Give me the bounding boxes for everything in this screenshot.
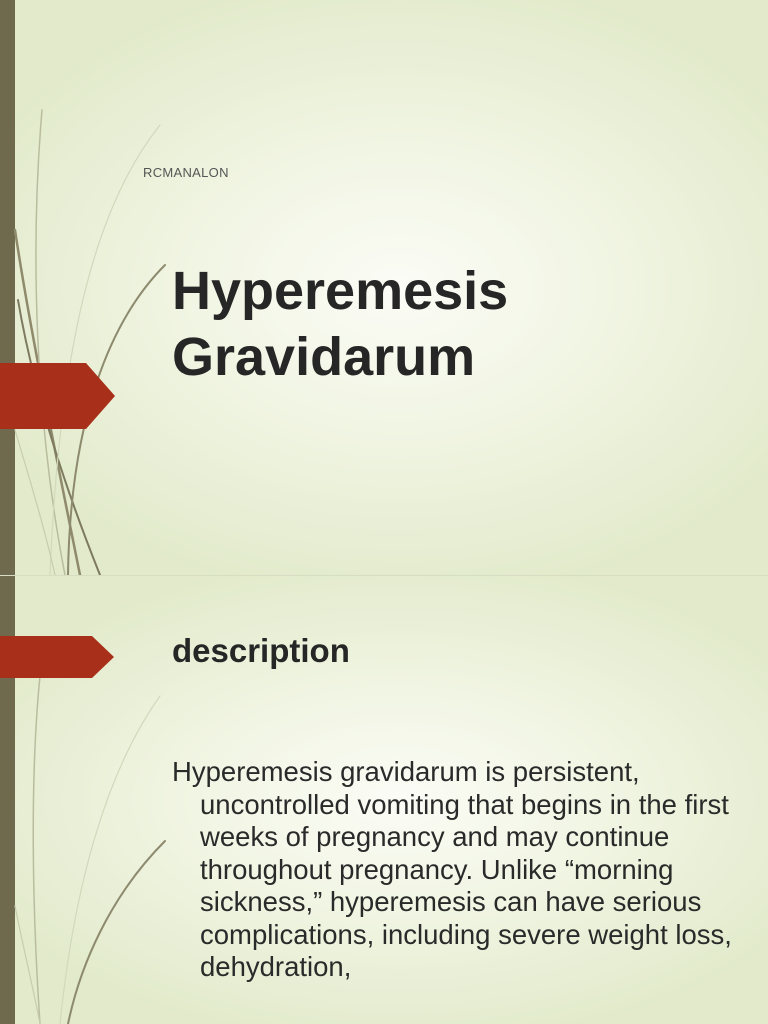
slide-title: [172, 258, 732, 390]
arrow-marker: [0, 363, 116, 429]
title-line-2: Gravidarum: [172, 327, 476, 387]
body-text: Hyperemesis gravidarum is persistent, uncontrolled vomiting that begins in the first weeks of pregnancy and may continue throughout pregnancy. Unlike “morning sickness,” hyperemesis can have serious complications, including severe weight loss, dehydration,: [172, 756, 732, 982]
title-line-1: Hyperemesis: [172, 261, 509, 321]
arrow-marker: [0, 636, 116, 678]
description-slide: [0, 576, 768, 1024]
slide-heading: description: [172, 632, 350, 669]
author-label: RCMANALON: [143, 165, 229, 180]
grass-decoration: [0, 0, 200, 575]
